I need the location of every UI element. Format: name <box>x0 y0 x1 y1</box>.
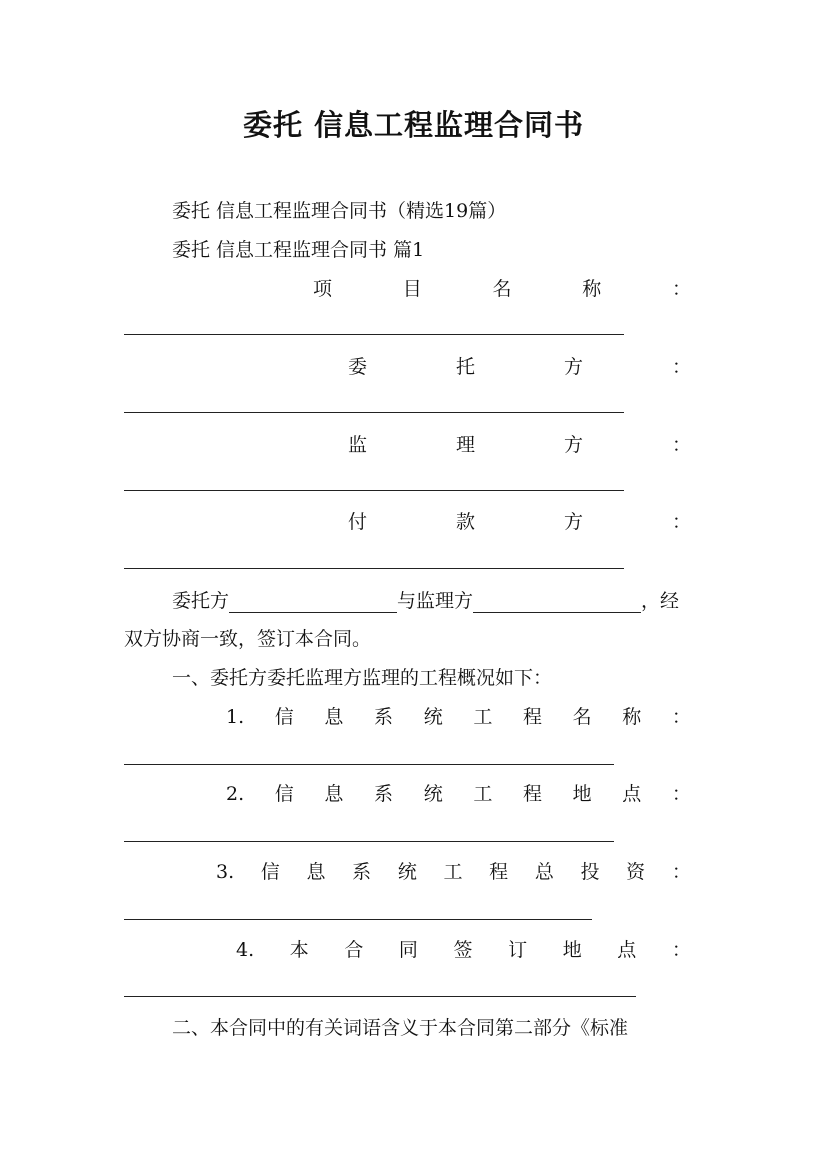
item-project-location-label <box>226 782 691 806</box>
field-char: 目 <box>402 278 422 300</box>
subtitle-line: 委托 信息工程监理合同书（精选19篇） <box>172 200 507 222</box>
item-number: 2. <box>226 783 245 805</box>
item-char: 息 <box>306 861 326 883</box>
item-char: 统 <box>397 861 417 883</box>
item-char: 息 <box>324 783 344 805</box>
fill-line <box>124 919 592 920</box>
item-char: 点 <box>617 939 637 961</box>
agreement-paragraph-line1 <box>172 589 679 613</box>
fill-line <box>124 412 624 413</box>
item-total-investment-label <box>216 860 691 884</box>
item-char: 工 <box>473 783 493 805</box>
item-char: 工 <box>443 861 463 883</box>
item-char: 总 <box>534 861 554 883</box>
field-colon: ： <box>671 356 691 378</box>
field-char: 方 <box>563 511 583 533</box>
para-text: 委托方 <box>172 590 230 612</box>
para-text: 与监理方 <box>397 590 474 612</box>
item-char: 信 <box>274 706 294 728</box>
field-payer-label <box>348 510 691 534</box>
item-char: 息 <box>324 706 344 728</box>
para-text: ，经 <box>641 590 680 612</box>
document-title: 委托 信息工程监理合同书 <box>242 108 585 142</box>
section-heading: 委托 信息工程监理合同书 篇1 <box>172 239 425 261</box>
agreement-paragraph-line2: 双方协商一致，签订本合同。 <box>124 628 372 650</box>
fill-line <box>124 490 624 491</box>
field-char: 委 <box>348 356 368 378</box>
field-client-label <box>348 355 691 379</box>
fill-line <box>124 996 636 997</box>
field-char: 款 <box>455 511 475 533</box>
clause-two: 二、本合同中的有关词语含义于本合同第二部分《标准 <box>172 1017 629 1039</box>
field-colon: ： <box>671 511 691 533</box>
field-supervisor-label <box>348 433 691 457</box>
item-char: 签 <box>453 939 473 961</box>
item-char: 信 <box>274 783 294 805</box>
item-signing-location-label <box>236 938 691 962</box>
item-number: 3. <box>216 861 235 883</box>
item-number: 4. <box>236 939 255 961</box>
item-char: 地 <box>562 939 582 961</box>
field-char: 托 <box>455 356 475 378</box>
field-char: 方 <box>563 434 583 456</box>
item-char: 系 <box>374 783 394 805</box>
fill-line <box>124 841 614 842</box>
item-char: 本 <box>289 939 309 961</box>
fill-line <box>124 764 614 765</box>
item-char: 名 <box>572 706 592 728</box>
field-char: 项 <box>313 278 333 300</box>
item-char: 系 <box>374 706 394 728</box>
field-project-name-label <box>313 277 691 301</box>
item-char: 信 <box>260 861 280 883</box>
item-colon: ： <box>671 861 691 883</box>
item-char: 工 <box>473 706 493 728</box>
item-number: 1. <box>226 706 245 728</box>
fill-line <box>124 568 624 569</box>
item-char: 资 <box>626 861 646 883</box>
item-char: 合 <box>344 939 364 961</box>
field-char: 名 <box>492 278 512 300</box>
item-char: 程 <box>522 783 542 805</box>
item-project-name-label <box>226 705 691 729</box>
item-colon: ： <box>671 706 691 728</box>
item-char: 系 <box>352 861 372 883</box>
field-char: 理 <box>455 434 475 456</box>
field-char: 称 <box>582 278 602 300</box>
fill-line <box>124 334 624 335</box>
clause-one: 一、委托方委托监理方监理的工程概况如下： <box>172 667 553 689</box>
item-char: 地 <box>572 783 592 805</box>
item-colon: ： <box>671 783 691 805</box>
item-colon: ： <box>671 939 691 961</box>
item-char: 程 <box>489 861 509 883</box>
item-char: 程 <box>522 706 542 728</box>
field-char: 方 <box>563 356 583 378</box>
item-char: 点 <box>622 783 642 805</box>
blank-line <box>473 590 641 613</box>
item-char: 订 <box>508 939 528 961</box>
field-colon: ： <box>671 434 691 456</box>
item-char: 投 <box>580 861 600 883</box>
field-char: 监 <box>348 434 368 456</box>
field-colon: ： <box>671 278 691 300</box>
blank-line <box>229 590 397 613</box>
item-char: 统 <box>423 783 443 805</box>
item-char: 同 <box>398 939 418 961</box>
item-char: 称 <box>622 706 642 728</box>
item-char: 统 <box>423 706 443 728</box>
field-char: 付 <box>348 511 368 533</box>
